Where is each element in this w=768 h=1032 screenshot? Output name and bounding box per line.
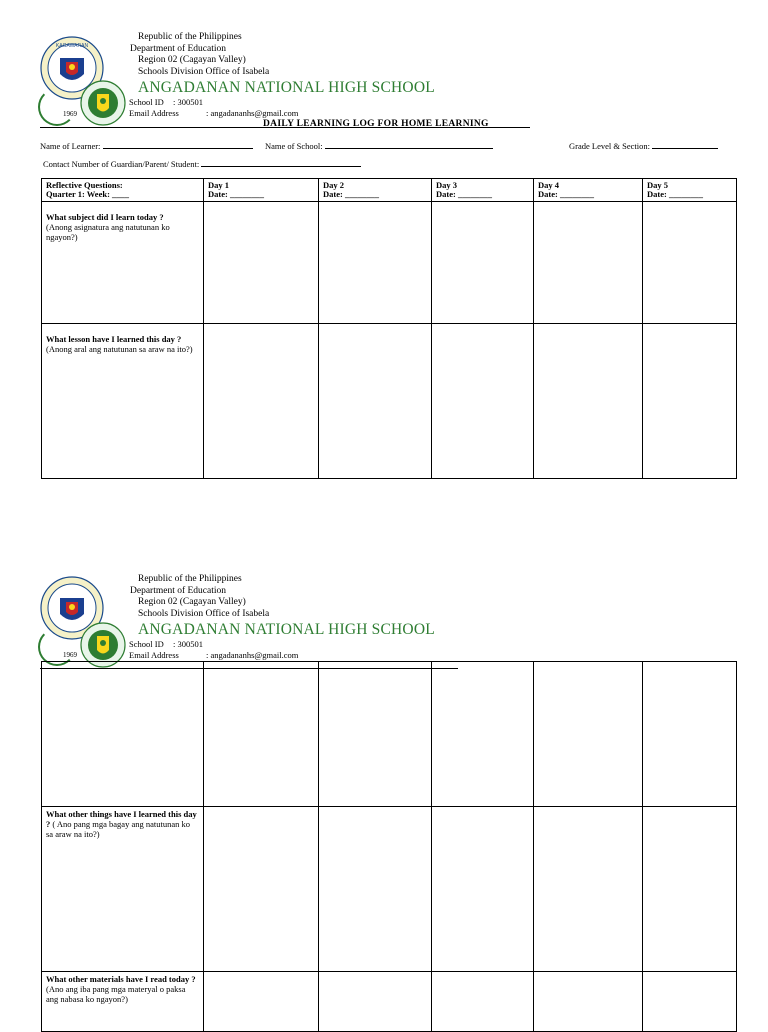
region-line: Region 02 (Cagayan Valley)	[138, 597, 246, 607]
reflective-questions-header: Reflective Questions: Quarter 1: Week: ____	[42, 179, 204, 202]
answer-cell[interactable]	[432, 972, 534, 1032]
contact-label: Contact Number of Guardian/Parent/ Student:	[43, 159, 200, 169]
learner-label: Name of Learner:	[40, 141, 101, 151]
learning-log-table-2	[41, 661, 737, 1032]
school-id-label: School ID	[129, 97, 164, 107]
contact-field[interactable]	[43, 158, 361, 169]
answer-cell[interactable]	[643, 324, 737, 479]
answer-cell[interactable]	[204, 324, 319, 479]
republic-line: Republic of the Philippines	[138, 574, 242, 584]
division-line: Schools Division Office of Isabela	[138, 609, 270, 619]
seal-year: 1969	[63, 651, 77, 659]
learning-log-table-1	[41, 178, 737, 479]
department-line: Department of Education	[130, 586, 227, 596]
table-header-row	[42, 179, 737, 202]
answer-cell[interactable]	[319, 324, 432, 479]
grade-label: Grade Level & Section:	[569, 141, 650, 151]
answer-cell[interactable]	[534, 662, 643, 807]
email-label: Email Address	[129, 108, 179, 118]
school-blank[interactable]	[325, 140, 493, 149]
green-arc	[38, 88, 76, 126]
day-4-header: Day 4 Date: ________	[534, 179, 643, 202]
division-line: Schools Division Office of Isabela	[138, 67, 270, 77]
answer-cell[interactable]	[204, 662, 319, 807]
answer-cell[interactable]	[204, 972, 319, 1032]
email-value: : angadananhs@gmail.com	[206, 650, 299, 660]
answer-cell[interactable]	[643, 807, 737, 972]
answer-cell[interactable]	[319, 202, 432, 324]
region-line: Region 02 (Cagayan Valley)	[138, 55, 246, 65]
email-value: : angadananhs@gmail.com	[206, 108, 299, 118]
answer-cell[interactable]	[432, 807, 534, 972]
contact-blank[interactable]	[201, 158, 361, 167]
learner-blank[interactable]	[103, 140, 253, 149]
table-row	[42, 662, 737, 807]
day-2-header: Day 2 Date: ________	[319, 179, 432, 202]
answer-cell[interactable]	[534, 202, 643, 324]
question-lesson: What lesson have I learned this day ? (Anong aral ang natutunan sa araw na ito?)	[42, 324, 204, 479]
republic-line: Republic of the Philippines	[138, 32, 242, 42]
answer-cell[interactable]	[432, 202, 534, 324]
answer-cell[interactable]	[643, 202, 737, 324]
email-label: Email Address	[129, 650, 179, 660]
table-row	[42, 972, 737, 1032]
form-title: DAILY LEARNING LOG FOR HOME LEARNING	[263, 119, 489, 129]
question-subject: What subject did I learn today ? (Anong asignatura ang natutunan ko ngayon?)	[42, 202, 204, 324]
answer-cell[interactable]	[319, 662, 432, 807]
answer-cell[interactable]	[534, 972, 643, 1032]
answer-cell[interactable]	[432, 324, 534, 479]
grade-blank[interactable]	[652, 140, 718, 149]
answer-cell[interactable]	[432, 662, 534, 807]
school-name: ANGADANAN NATIONAL HIGH SCHOOL	[138, 79, 435, 96]
school-name: ANGADANAN NATIONAL HIGH SCHOOL	[138, 621, 435, 638]
day-5-header: Day 5 Date: ________	[643, 179, 737, 202]
learner-field[interactable]	[40, 140, 253, 151]
day-1-header: Day 1 Date: ________	[204, 179, 319, 202]
answer-cell[interactable]	[534, 807, 643, 972]
school-field[interactable]	[265, 140, 493, 151]
school-label: Name of School:	[265, 141, 323, 151]
school-id-label: School ID	[129, 639, 164, 649]
day-3-header: Day 3 Date: ________	[432, 179, 534, 202]
answer-cell[interactable]	[643, 972, 737, 1032]
answer-cell[interactable]	[204, 202, 319, 324]
school-id-value: : 300501	[173, 97, 203, 107]
question-materials: What other materials have I read today ? (Ano ang iba pang mga materyal o paksa ang nabasa ko ngayon?)	[42, 972, 204, 1032]
department-line: Department of Education	[130, 44, 227, 54]
answer-cell[interactable]	[643, 662, 737, 807]
grade-field[interactable]	[569, 140, 718, 151]
answer-cell[interactable]	[534, 324, 643, 479]
svg-text:KAGAWARAN: KAGAWARAN	[55, 43, 89, 49]
answer-cell[interactable]	[42, 662, 204, 807]
answer-cell[interactable]	[319, 807, 432, 972]
answer-cell[interactable]	[319, 972, 432, 1032]
table-row	[42, 202, 737, 324]
seal-year: 1969	[63, 110, 77, 118]
answer-cell[interactable]	[204, 807, 319, 972]
school-id-value: : 300501	[173, 639, 203, 649]
table-row	[42, 324, 737, 479]
school-seal-icon	[80, 80, 126, 126]
table-row	[42, 807, 737, 972]
question-other-things: What other things have I learned this day ? ( Ano pang mga bagay ang natutunan ko sa araw na ito?)	[42, 807, 204, 972]
